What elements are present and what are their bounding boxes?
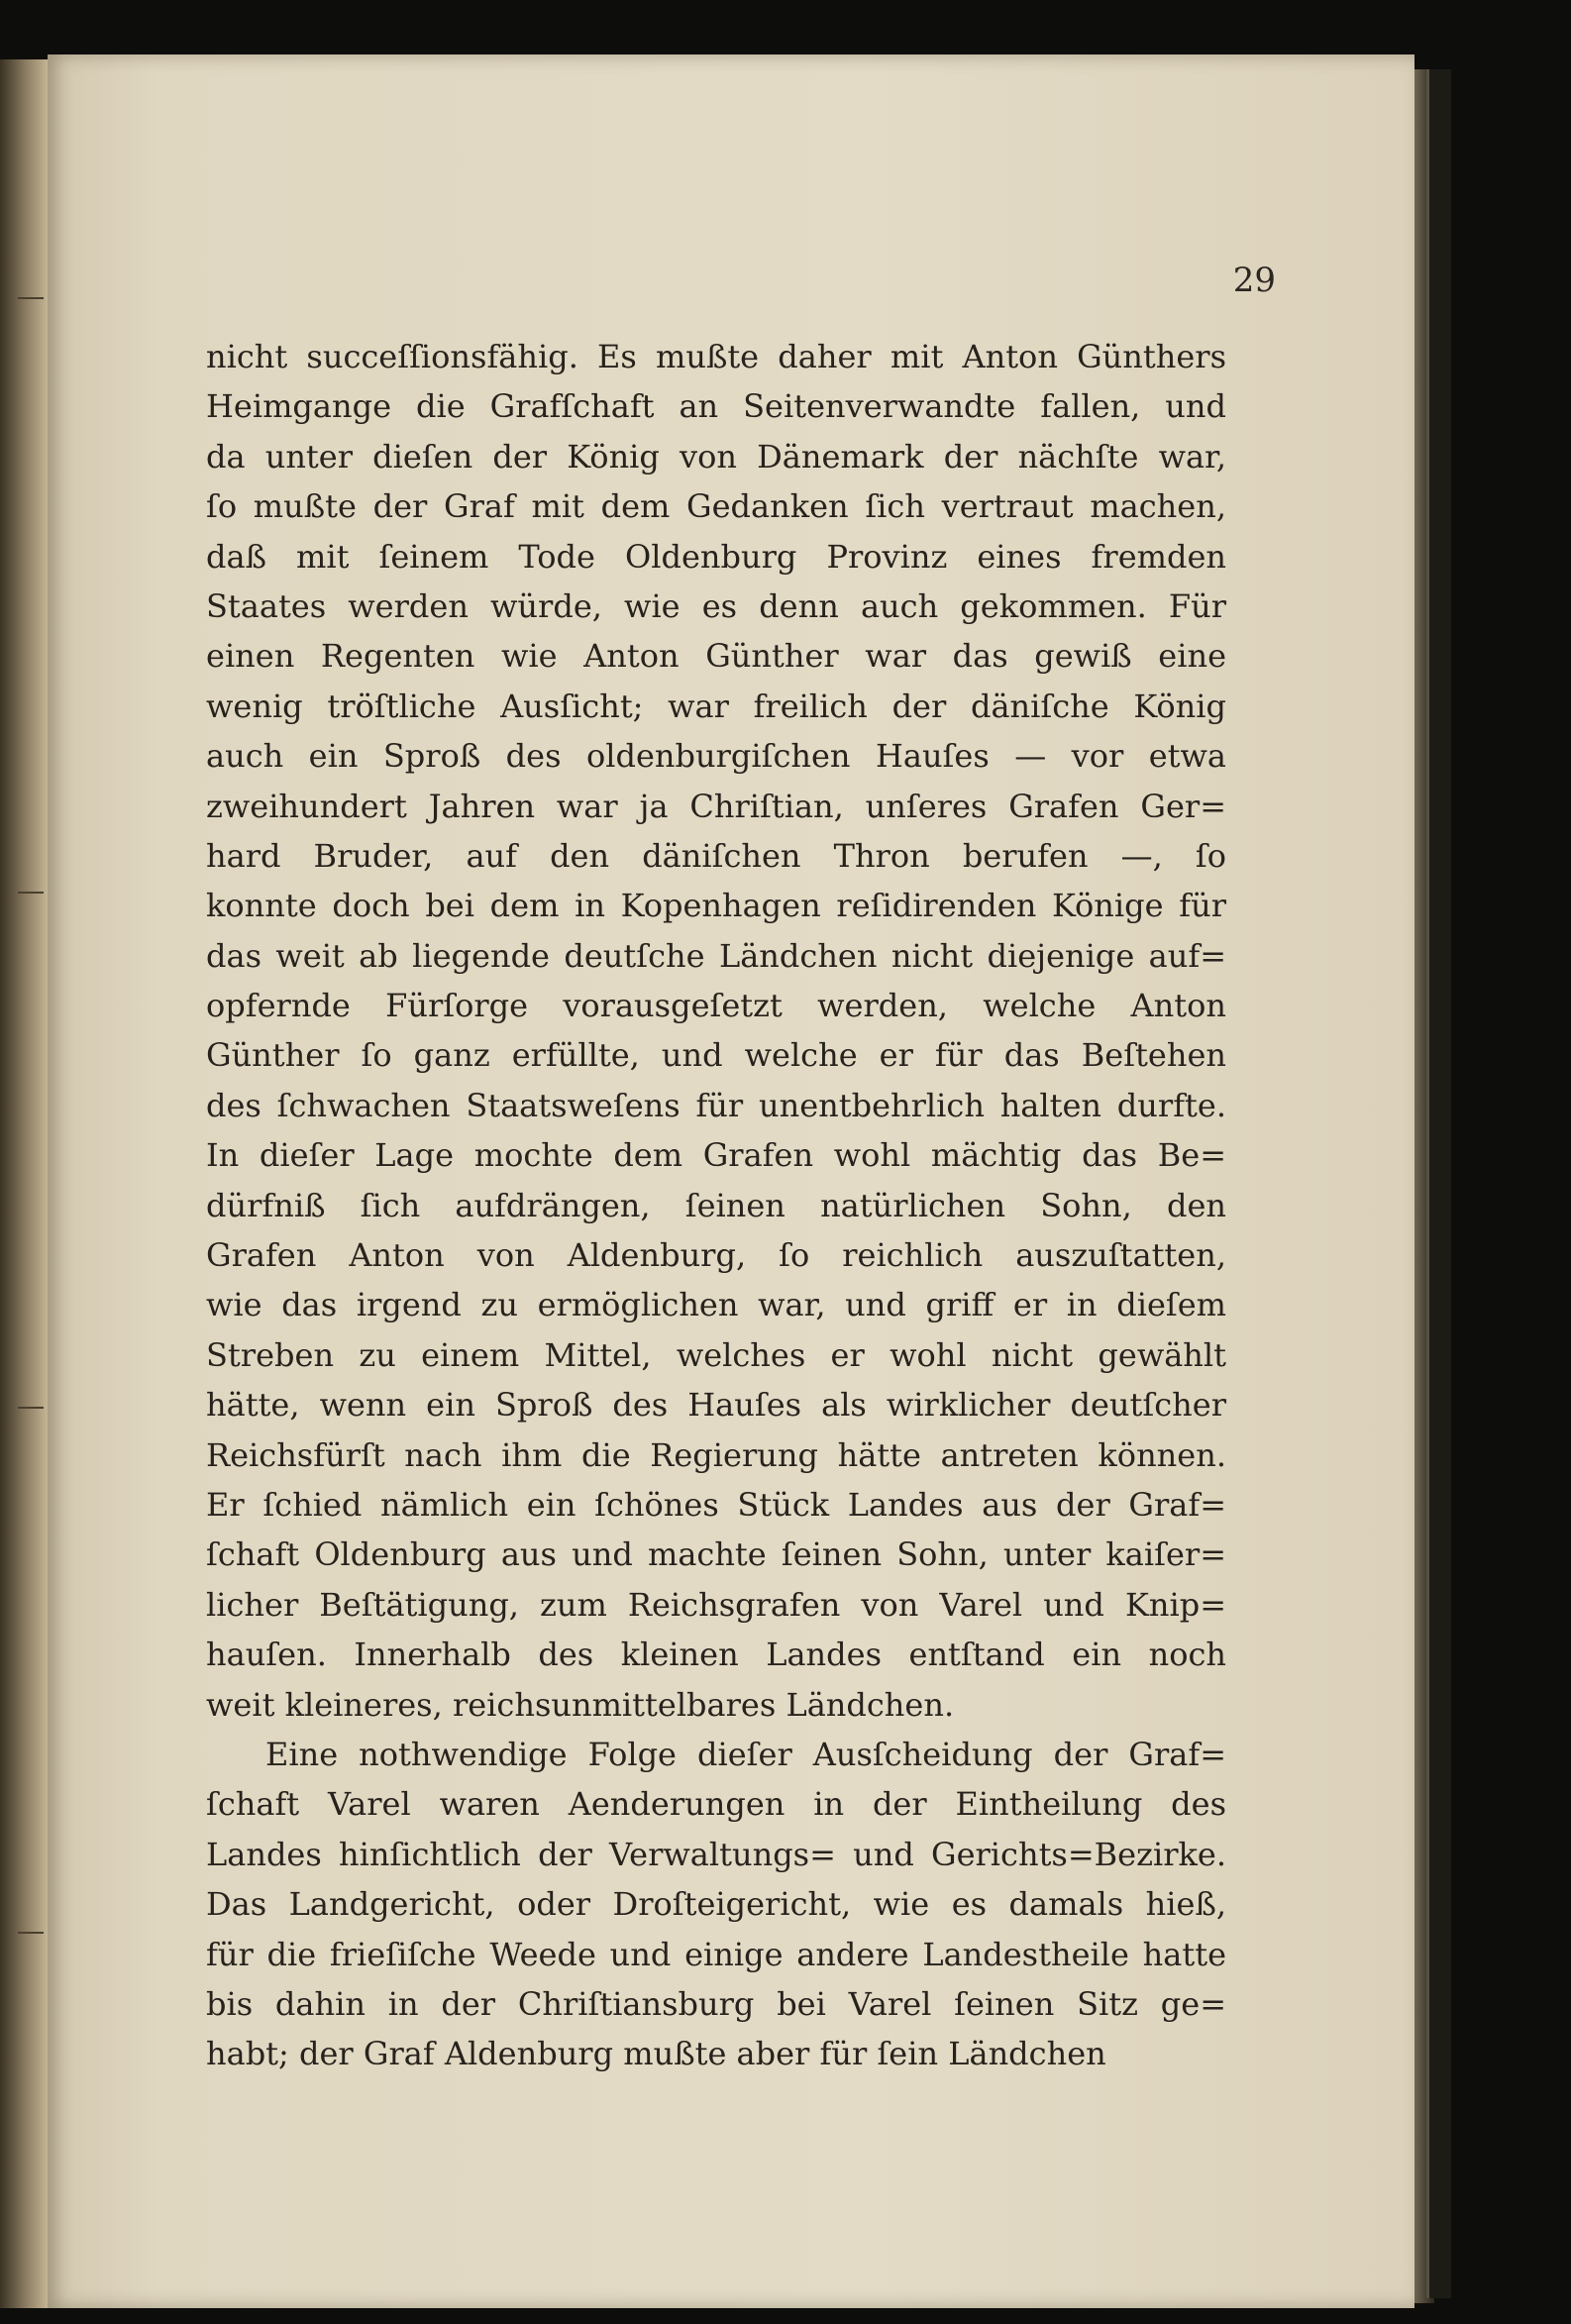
- text-line: Streben zu einem Mittel, welches er wohl nicht gewählt: [206, 1335, 1226, 1374]
- text-line: dürfniß ſich aufdrängen, ſeinen natürlichen Sohn, den: [206, 1186, 1226, 1224]
- page-number: 29: [1232, 261, 1276, 300]
- text-line: wie das irgend zu ermöglichen war, und griff er in dieſem: [206, 1286, 1226, 1324]
- text-line: Staates werden würde, wie es denn auch gekommen. Für: [206, 586, 1226, 625]
- text-line: wenig tröſtliche Ausſicht; war freilich der däniſche König: [206, 687, 1226, 725]
- text-line: konnte doch bei dem in Kopenhagen reſidirenden Könige für: [206, 887, 1226, 925]
- text-line: habt; der Graf Aldenburg mußte aber für ſein Ländchen: [206, 2035, 1106, 2073]
- text-line: weit kleineres, reichsunmittelbares Ländchen.: [206, 1685, 955, 1724]
- text-line: Reichsfürſt nach ihm die Regierung hätte antreten können.: [206, 1435, 1226, 1474]
- text-line: hätte, wenn ein Sproß des Hauſes als wirklicher deutſcher: [206, 1386, 1226, 1425]
- text-line: Er ſchied nämlich ein ſchönes Stück Landes aus der Graf=: [206, 1485, 1226, 1524]
- text-line: nicht succeſſionsfähig. Es mußte daher mit Anton Günthers: [206, 338, 1226, 375]
- text-line: Heimgange die Grafſchaft an Seitenverwandte fallen, und: [206, 387, 1226, 426]
- text-line: daß mit ſeinem Tode Oldenburg Provinz eines fremden: [206, 537, 1226, 576]
- text-line: hauſen. Innerhalb des kleinen Landes entſtand ein noch: [206, 1636, 1226, 1674]
- text-line: das weit ab liegende deutſche Ländchen nicht diejenige auf=: [206, 936, 1226, 975]
- text-line: auch ein Sproß des oldenburgiſchen Hauſes — vor etwa: [206, 737, 1226, 776]
- text-line: des ſchwachen Staatsweſens für unentbehrlich halten durfte.: [206, 1086, 1226, 1124]
- book-spine: [1426, 69, 1451, 2298]
- text-line: Landes hinſichtlich der Verwaltungs= und Gerichts=Bezirke.: [206, 1835, 1226, 1873]
- text-line: hard Bruder, auf den däniſchen Thron berufen —, ſo: [206, 836, 1226, 875]
- text-line: ſchaft Oldenburg aus und machte ſeinen Sohn, unter kaiſer=: [206, 1535, 1226, 1574]
- text-line: In dieſer Lage mochte dem Grafen wohl mächtig das Be=: [206, 1136, 1226, 1175]
- text-line: Günther ſo ganz erfüllte, und welche er für das Beſtehen: [206, 1036, 1226, 1075]
- text-line: einen Regenten wie Anton Günther war das gewiß eine: [206, 637, 1226, 676]
- book-page: [48, 54, 1414, 2308]
- text-line: ſchaft Varel waren Aenderungen in der Eintheilung des: [206, 1785, 1226, 1824]
- text-line: opfernde Fürſorge vorausgeſetzt werden, welche Anton: [206, 987, 1226, 1025]
- text-line: zweihundert Jahren war ja Chriſtian, unſeres Grafen Ger=: [206, 787, 1226, 825]
- margin-marks: [18, 297, 48, 2179]
- body-text: [206, 332, 1226, 2079]
- text-line: licher Beſtätigung, zum Reichsgrafen von Varel und Knip=: [206, 1585, 1226, 1624]
- text-line: Das Landgericht, oder Droſteigericht, wie es damals hieß,: [206, 1885, 1226, 1924]
- text-line: für die frieſiſche Weede und einige andere Landestheile hatte: [206, 1935, 1226, 1973]
- text-line: bis dahin in der Chriſtiansburg bei Varel ſeinen Sitz ge=: [206, 1984, 1226, 2023]
- text-line: Eine nothwendige Folge dieſer Ausſcheidung der Graf=: [265, 1735, 1226, 1773]
- text-line: da unter dieſen der König von Dänemark der nächſte war,: [206, 437, 1226, 475]
- text-line: ſo mußte der Graf mit dem Gedanken ſich vertraut machen,: [206, 487, 1226, 526]
- text-line: Grafen Anton von Aldenburg, ſo reichlich auszuſtatten,: [206, 1236, 1226, 1275]
